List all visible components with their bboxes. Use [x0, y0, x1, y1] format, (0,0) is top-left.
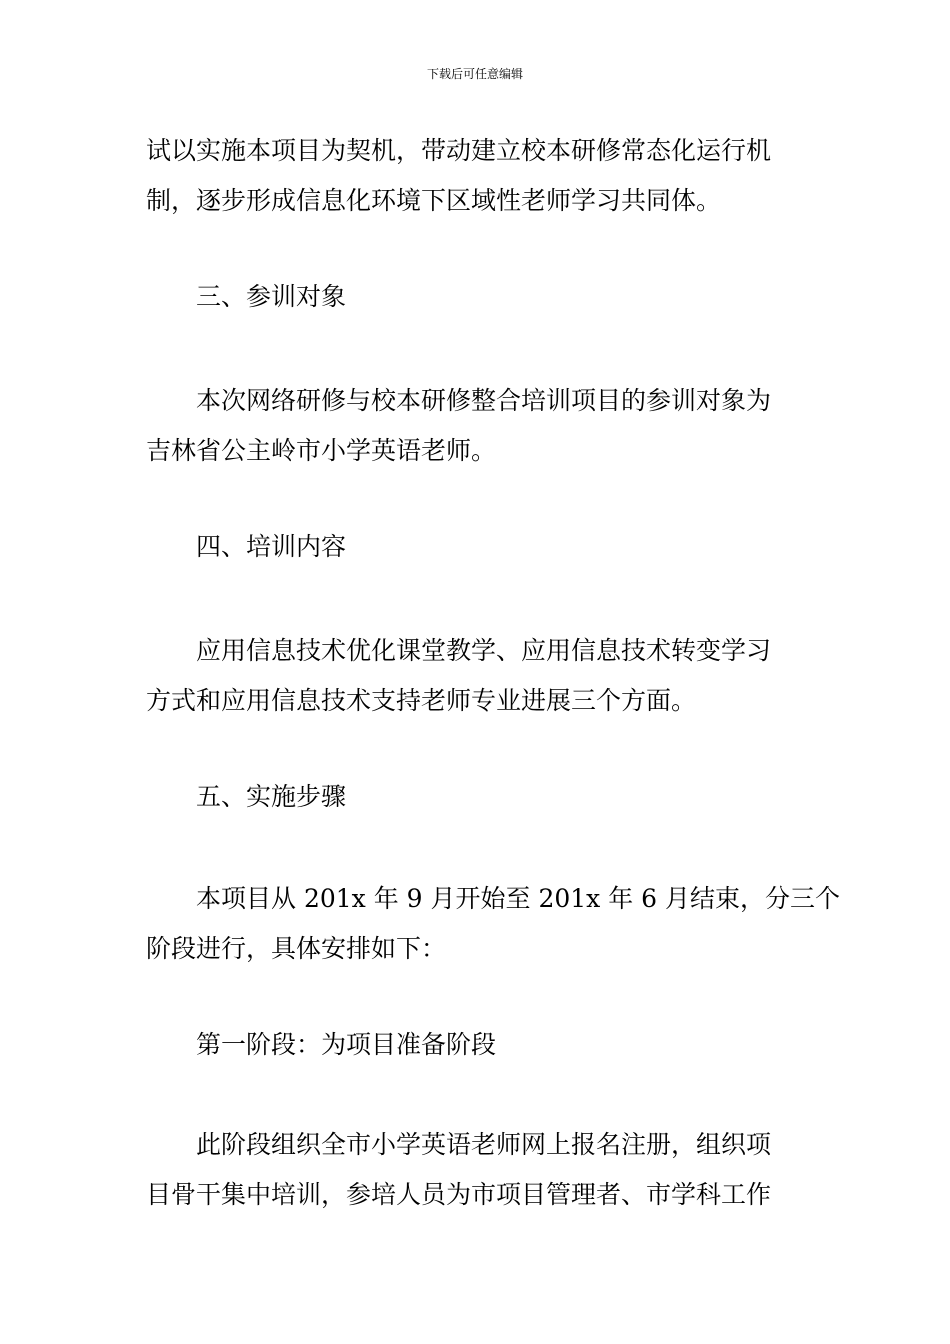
- paragraph-line: 阶段进行，具体安排如下：: [146, 934, 447, 963]
- section-heading-4: [146, 522, 808, 572]
- section-heading-5: [146, 772, 808, 822]
- header-note: 下载后可任意编辑: [426, 67, 523, 81]
- paragraph-line: 制，逐步形成信息化环境下区域性老师学习共同体。: [146, 186, 722, 215]
- paragraph-line: 本项目从 201x 年 9 月开始至 201x 年 6 月结束，分三个: [196, 884, 841, 913]
- heading-text: 四、培训内容: [196, 532, 347, 561]
- paragraph-line: 应用信息技术优化课堂教学、应用信息技术转变学习: [196, 636, 772, 665]
- paragraph-line: 目骨干集中培训，参培人员为市项目管理者、市学科工作: [146, 1180, 772, 1209]
- paragraph-continuation: [146, 126, 808, 226]
- paragraph-schedule: [146, 874, 841, 974]
- paragraph-line: 此阶段组织全市小学英语老师网上报名注册，组织项: [196, 1130, 772, 1159]
- paragraph-line: 吉林省公主岭市小学英语老师。: [146, 436, 497, 465]
- paragraph-content: [146, 626, 808, 726]
- section-heading-3: [146, 272, 808, 322]
- heading-text: 第一阶段：为项目准备阶段: [196, 1030, 497, 1059]
- paragraph-line: 试以实施本项目为契机，带动建立校本研修常态化运行机: [146, 136, 772, 165]
- paragraph-stage-1: [146, 1120, 808, 1220]
- paragraph-line: 本次网络研修与校本研修整合培训项目的参训对象为: [196, 386, 772, 415]
- heading-text: 三、参训对象: [196, 282, 347, 311]
- paragraph-participants: [146, 376, 808, 476]
- stage-heading-1: [146, 1020, 808, 1070]
- heading-text: 五、实施步骤: [196, 782, 347, 811]
- paragraph-line: 方式和应用信息技术支持老师专业进展三个方面。: [146, 686, 697, 715]
